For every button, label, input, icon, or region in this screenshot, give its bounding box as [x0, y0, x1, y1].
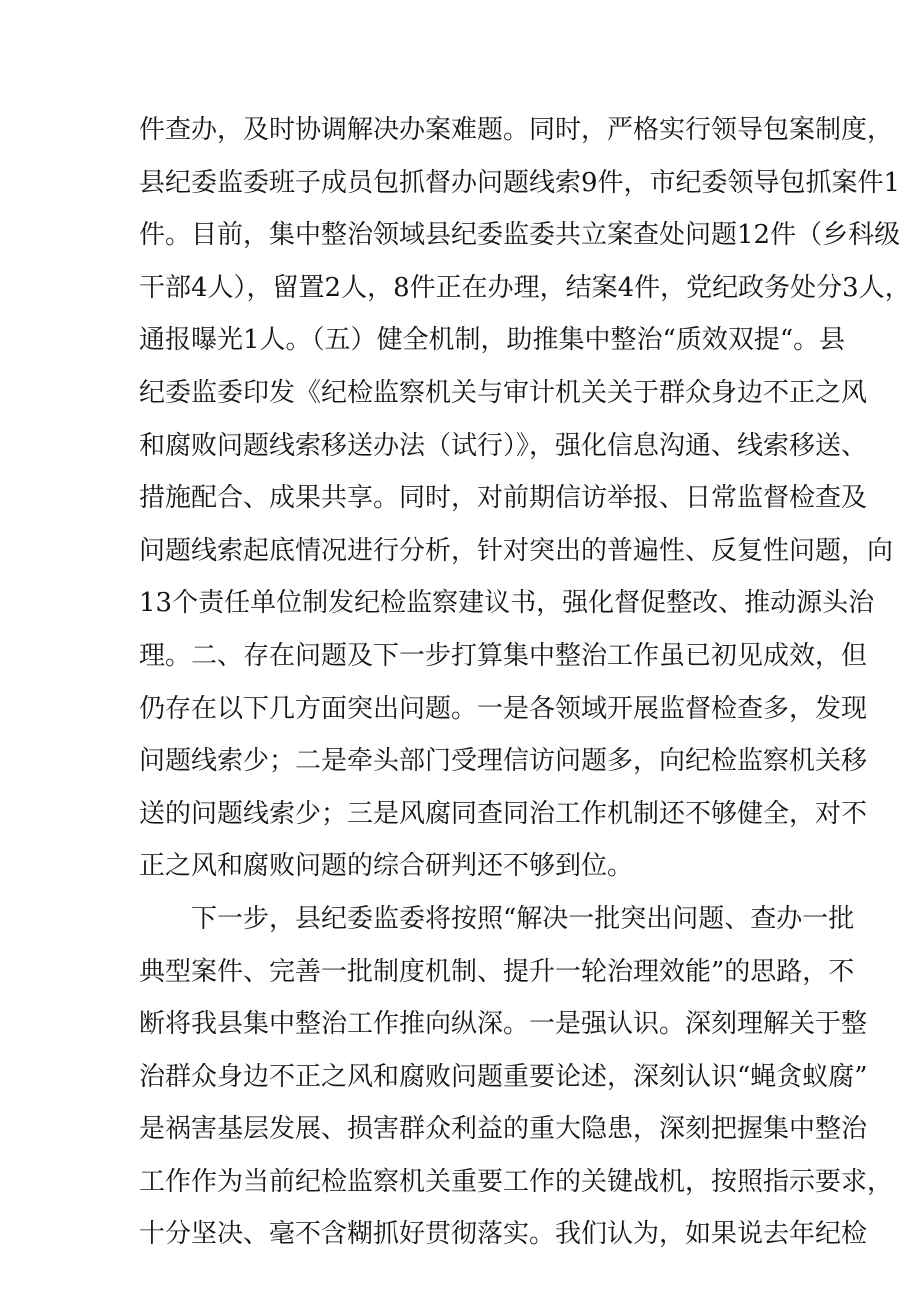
- text-line: 问题线索起底情况进行分析，针对突出的普遍性、反复性问题，向: [139, 535, 894, 566]
- text-line: 和腐败问题线索移送办法（试行）》，强化信息沟通、线索移送、: [139, 430, 868, 461]
- text-line: 十分坚决、毫不含糊抓好贯彻落实。我们认为，如果说去年纪检: [139, 1219, 868, 1250]
- text-line: 送的问题线索少；三是风腐同查同治工作机制还不够健全，对不: [139, 798, 868, 829]
- text-line: 纪委监委印发《纪检监察机关与审计机关关于群众身边不正之风: [139, 377, 868, 408]
- text-line: 措施配合、成果共享。同时，对前期信访举报、日常监督检查及: [139, 483, 868, 514]
- text-line: 正之风和腐败问题的综合研判还不够到位。: [139, 851, 634, 882]
- document-body: [139, 104, 911, 1261]
- text-line: 通报曝光1人。（五）健全机制，助推集中整治“质效双提“。县: [139, 325, 846, 356]
- text-line: 13个责任单位制发纪检监察建议书，强化督促整改、推动源头治: [139, 588, 875, 619]
- paragraph-1: [139, 104, 911, 893]
- text-line: 治群众身边不正之风和腐败问题重要论述，深刻认识“蝇贪蚁腐”: [139, 1061, 868, 1092]
- text-line: 干部4人），留置2人，8件正在办理，结案4件，党纪政务处分3人，: [139, 272, 911, 303]
- text-line: 下一步，县纪委监委将按照“解决一批突出问题、查办一批: [191, 903, 855, 934]
- text-line: 理。二、存在问题及下一步打算集中整治工作虽已初见成效，但: [139, 640, 868, 671]
- paragraph-2: [139, 893, 894, 1261]
- text-line: 典型案件、完善一批制度机制、提升一轮治理效能”的思路，不: [139, 956, 855, 987]
- text-line: 仍存在以下几方面突出问题。一是各领域开展监督检查多，发现: [139, 693, 868, 724]
- text-line: 问题线索少；二是牵头部门受理信访问题多，向纪检监察机关移: [139, 746, 868, 777]
- text-line: 件查办，及时协调解决办案难题。同时，严格实行领导包案制度，: [139, 115, 894, 145]
- text-line: 断将我县集中整治工作推向纵深。一是强认识。深刻理解关于整: [139, 1009, 868, 1040]
- text-line: 是祸害基层发展、损害群众利益的重大隐患，深刻把握集中整治: [139, 1114, 868, 1145]
- text-line: 件。目前，集中整治领域县纪委监委共立案查处问题12件（乡科级: [139, 220, 901, 251]
- text-line: 县纪委监委班子成员包抓督办问题线索9件，市纪委领导包抓案件1: [139, 167, 901, 198]
- text-line: 工作作为当前纪检监察机关重要工作的关键战机，按照指示要求，: [139, 1166, 894, 1197]
